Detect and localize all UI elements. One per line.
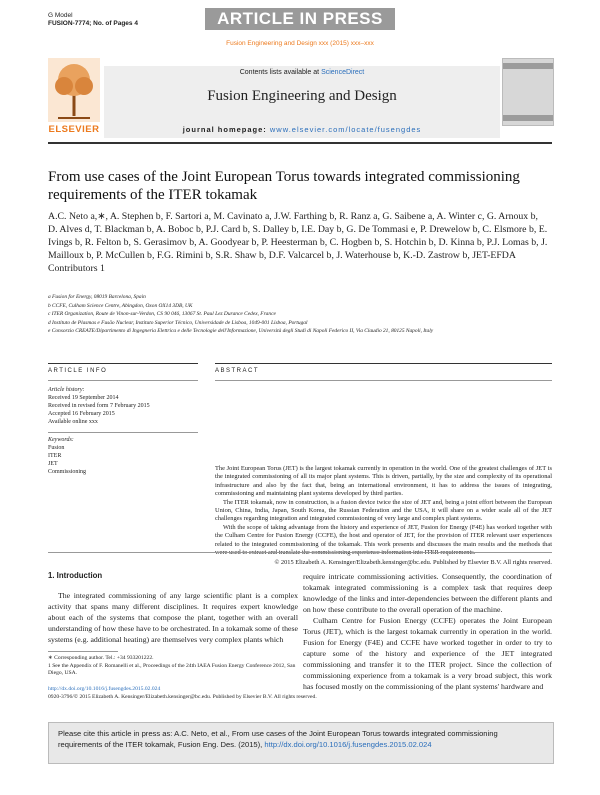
publisher-name: ELSEVIER [48,124,100,135]
running-header-left [48,12,138,28]
keyword: Commissioning [48,469,87,475]
info-top-rule [48,363,198,364]
history-accepted: Accepted 16 February 2015 [48,411,115,417]
author-list: A.C. Neto a,∗, A. Stephen b, F. Sartori a, M. Cavinato a, J.W. Farthing b, R. Ranz a, G. Saibene a, A. Winter c, G. Arnoux b, D. Alves d, T. Blackman b, A. Boboc b, P.J. Card b, S. Dalley b, I.E. Day b, G. De Tommasi e, P. Drewelow b, C. Elsmore b, E. Ivings b, R. Felton b, S. Gerasimov b, A. Goodyear b, P. Heesterman b, C. Hogben b, S. Hotchin b, D. Kinna b, P.J. Lomas b, J. Mailloux b, P. McCullen b, F.G. Rimini b, S.R. Shaw b, D.F. Valcarcel b, J. Waterhouse b, K.-D. Zastrow b, JET-EFDA Contributors 1 [48,211,548,274]
doi-link[interactable]: http://dx.doi.org/10.1016/j.fusengdes.2015.02.024 [48,686,161,692]
model-label: G Model [48,12,73,19]
header-rule [48,142,552,144]
keyword: ITER [48,453,62,459]
journal-reference: Fusion Engineering and Design xxx (2015) xxx–xxx [226,40,374,47]
body-paragraph: require intricate commissioning activities. Consequently, the coordination of tokamak integrated commissioning is a complex task that requires deep knowledge of the links and inter-dependencies between the different plants and on how these contribute to the overall operation of the machine. [303,572,552,614]
history-online: Available online xxx [48,419,98,425]
history-label: Article history: [48,387,85,393]
citation-text [58,728,546,750]
abstract-heading: ABSTRACT [215,368,260,374]
body-paragraph: Culham Centre for Fusion Energy (CCFE) operates the Joint European Torus (JET), which is the largest tokamak currently in operation in the world. Fusion for Energy (F4E) and CCFE have worked together in order to try to capture some of the history and experience of the JET integrated commissioning and transfer it to the ITER project. Since the collection of commissioning experience from a tokamak is a very broad subject, this work has focused mostly on the commissioning of the plant systems' hardware and [303,616,552,691]
abstract-paragraph: With the scope of taking advantage from the history and experience of JET, Fusion for Energy (F4E) has worked together with the Culham Centre for Fusion Energy (CCFE), the host and operator of JET, for the provision of ITER relevant user experiences related to the integrated commissioning of the tokamak. This work presents and discusses the main results and the methods that [215,523,552,548]
article-title: From use cases of the Joint European Torus towards integrated commissioning requirements of the ITER tokamak [48,169,520,203]
citation-line-2-prefix: requirements of the ITER tokamak, Fusion Eng. Des. (2015), [58,740,265,749]
abstract-bottom-rule [48,552,552,553]
body-paragraph: The integrated commissioning of any large scientific plant is a complex activity that spans many different disciplines. It requires expert knowledge about each of the systems that compose the plant, together with an overall understanding of how these have to be orchestrated. In a tokamak some of these systems (e.g. additional heating) are themselves very complex plants which [48,591,298,644]
keywords-label: Keywords: [48,437,74,443]
body-left-column [48,590,298,645]
sciencedirect-link[interactable]: ScienceDirect [321,69,365,76]
keywords-rule [48,432,198,433]
affiliation-d: d Instituto de Plasmas e Fusão Nuclear, Instituto Superior Técnico, Universidade de Lisboa, 1049-001 Lisboa, Portugal [48,319,308,326]
footnote-rule [48,651,118,652]
keywords [48,436,198,476]
history-received: Received 19 September 2014 [48,395,119,401]
abstract-top-rule [215,363,552,364]
abstract-paragraph: The ITER tokamak, now in construction, is a fusion device twice the size of JET and, being a joint effort between the European Union, China, India, Japan, South Korea, the Russian Federation and the USA, it will share on a wider scale all of the JET challenges regarding integration and integrated commissioning of very large and complex plant systems. [215,498,552,523]
section-heading-introduction: 1. Introduction [48,571,103,580]
footnote-corresponding: ∗ Corresponding author. Tel.: +34 933201222. [48,655,154,661]
footnote-appendix: 1 See the Appendix of F. Romanelli et al., Proceedings of the 24th IAEA Fusion Energy Conference 2012, San Diego, USA. [48,662,296,676]
abstract-copyright: © 2015 Elizabeth A. Kensinger/Elizabeth.kensinger@bc.edu. Published by Elsevier B.V. All rights reserved. [274,559,552,567]
contents-prefix: Contents lists available at [239,69,322,76]
citation-line-1: Please cite this article in press as: A.C. Neto, et al., From use cases of the Joint European Torus towards integrated commissioning [58,729,498,738]
abstract-sub-rule [215,380,552,381]
pages-label: FUSION-7774; No. of Pages 4 [48,20,138,27]
abstract-paragraph: The Joint European Torus (JET) is the largest tokamak currently in operation in the world. One of the greatest challenges of JET is the integrated commissioning of all its major plant systems. This is driven, partially, by the size and complexity of its operational infrastructure and also by the fact that, being an international environment, it has to address the issues of integrating, commissioning and maintaining plant systems developed by third parties. [215,465,552,498]
keyword: JET [48,461,58,467]
citation-line-2 [58,739,546,750]
affiliation-c: c ITER Organization, Route de Vinon-sur-Verdon, CS 90 046, 13067 St. Paul Lez Durance Cedex, France [48,311,276,317]
elsevier-tree-logo [48,58,100,122]
journal-cover-thumbnail [502,58,554,126]
keyword: Fusion [48,445,65,451]
affiliation-e: e Consorzio CREATE/Dipartimento di Ingegneria Elettrica e delle Tecnologie dell'Informazione, Università degli Studi di Napoli Federico II, Via Claudio 21, 80125 Napoli, Italy [48,328,434,334]
homepage-link[interactable]: www.elsevier.com/locate/fusengdes [269,125,422,134]
article-history [48,386,198,426]
article-info-heading: ARTICLE INFO [48,368,108,374]
journal-title: Fusion Engineering and Design [207,88,397,104]
affiliation-a: a Fusion for Energy, 08019 Barcelona, Spain [48,294,146,300]
footnotes [48,655,298,678]
article-in-press-banner: ARTICLE IN PRESS [205,8,395,30]
journal-homepage [104,125,500,134]
contents-line [104,69,500,76]
body-right-column [303,571,552,692]
issn-line: 0920-3796/© 2015 Elizabeth A. Kensinger/Elizabeth.kensinger@bc.edu. Published by Elsevier B.V. All rights reserved. [48,694,317,700]
affiliation-b: b CCFE, Culham Science Centre, Abingdon, Oxon OX14 3DB, UK [48,302,193,309]
affiliations [48,293,548,336]
history-revised: Received in revised form 7 February 2015 [48,403,150,409]
info-sub-rule [48,380,198,381]
homepage-label: journal homepage: [182,125,270,134]
citation-doi-link[interactable]: http://dx.doi.org/10.1016/j.fusengdes.2015.02.024 [264,740,432,749]
